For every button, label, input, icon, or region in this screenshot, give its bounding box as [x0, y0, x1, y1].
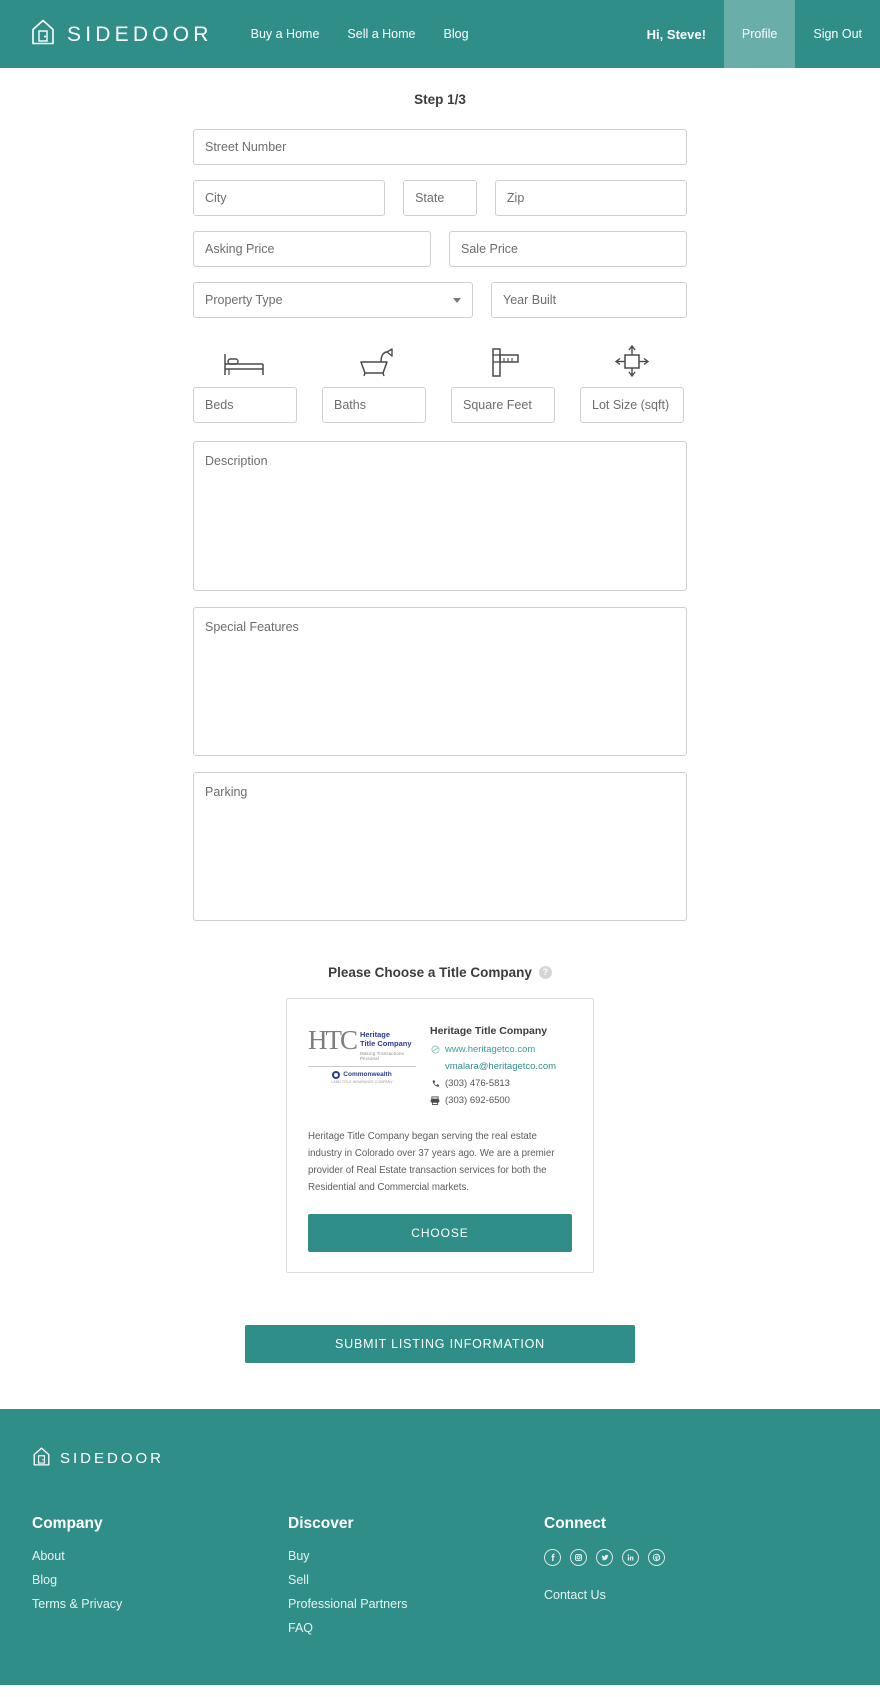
htc-wordmark: [360, 1027, 416, 1061]
house-logo-icon: [30, 17, 56, 52]
email-spacer-icon: [430, 1062, 440, 1072]
state-placeholder: State: [415, 191, 445, 205]
title-company-website[interactable]: www.heritagetco.com: [445, 1044, 536, 1055]
nav-link-profile[interactable]: Profile: [724, 0, 795, 68]
footer-brand-name: SIDEDOOR: [60, 1450, 165, 1468]
description-textarea[interactable]: [193, 441, 687, 591]
footer-column-company: [32, 1515, 288, 1645]
baths-placeholder: Baths: [334, 398, 366, 412]
commonwealth-partner-logo: [308, 1071, 416, 1079]
beds-placeholder: Beds: [205, 398, 234, 412]
title-company-name: Heritage Title Company: [430, 1025, 548, 1037]
street-row: [193, 129, 687, 165]
site-footer: [0, 1409, 880, 1685]
description-placeholder: Description: [205, 454, 268, 468]
property-metrics-row: [193, 340, 687, 423]
htc-line-2: Title Company: [360, 1039, 412, 1049]
asking-price-input[interactable]: [193, 231, 431, 267]
top-navigation-bar: [0, 0, 880, 68]
nav-left-group: [0, 0, 483, 68]
brand-name: SIDEDOOR: [67, 22, 213, 46]
commonwealth-mark-icon: [332, 1071, 340, 1079]
nav-links: [237, 27, 483, 41]
square-feet-input[interactable]: [451, 387, 555, 423]
special-features-placeholder: Special Features: [205, 620, 299, 634]
footer-brand[interactable]: [0, 1445, 880, 1473]
zip-placeholder: Zip: [506, 191, 525, 205]
twitter-icon[interactable]: [596, 1549, 613, 1566]
footer-link-contact-us[interactable]: Contact Us: [544, 1587, 606, 1602]
heritage-title-logo: [308, 1021, 416, 1112]
ruler-icon: [480, 340, 526, 378]
street-number-input[interactable]: [193, 129, 687, 165]
htc-tagline: Making Transactions Personal: [360, 1050, 405, 1061]
social-links: [544, 1549, 800, 1566]
footer-link-faq[interactable]: FAQ: [288, 1620, 314, 1635]
city-state-zip-row: [193, 180, 687, 216]
title-company-fax-row: [430, 1095, 572, 1106]
globe-icon: [430, 1045, 440, 1055]
title-company-email[interactable]: vmalara@heritagetco.com: [445, 1061, 557, 1072]
metric-beds: [193, 340, 297, 423]
listing-form: [193, 129, 687, 921]
htc-line-1: Heritage: [360, 1030, 391, 1039]
footer-link-buy[interactable]: Buy: [288, 1548, 310, 1563]
price-row: [193, 231, 687, 267]
property-type-select[interactable]: [193, 282, 473, 318]
footer-columns: [0, 1515, 880, 1645]
nav-right-group: [637, 0, 880, 68]
nav-link-sell-a-home[interactable]: Sell a Home: [347, 27, 416, 41]
nav-link-buy-a-home[interactable]: Buy a Home: [250, 27, 320, 41]
parking-textarea[interactable]: [193, 772, 687, 921]
user-greeting: Hi, Steve!: [646, 26, 706, 42]
zip-input[interactable]: [495, 180, 687, 216]
nav-link-sign-out[interactable]: Sign Out: [813, 27, 862, 41]
expand-arrows-icon: [609, 340, 655, 378]
sale-price-placeholder: Sale Price: [461, 242, 518, 256]
submit-section: [0, 1325, 880, 1363]
commonwealth-subtitle: LAND TITLE INSURANCE COMPANY: [331, 1079, 393, 1084]
title-company-website-row[interactable]: [430, 1044, 572, 1055]
title-company-info: [430, 1021, 572, 1112]
logo-divider: [308, 1066, 416, 1067]
brand-logo[interactable]: [30, 17, 213, 52]
instagram-icon[interactable]: [570, 1549, 587, 1566]
step-indicator: Step 1/3: [414, 92, 466, 107]
submit-listing-button[interactable]: SUBMIT LISTING INFORMATION: [245, 1325, 635, 1363]
htc-monogram: HTC: [308, 1025, 356, 1055]
lot-size-placeholder: Lot Size (sqft): [592, 398, 670, 412]
htc-logo-row: [308, 1027, 416, 1061]
footer-link-sell[interactable]: Sell: [288, 1572, 309, 1587]
title-company-heading-text: Please Choose a Title Company: [328, 965, 532, 980]
footer-link-professional-partners[interactable]: Professional Partners: [288, 1596, 408, 1611]
title-company-top: [308, 1021, 572, 1112]
footer-column-discover: [288, 1515, 544, 1645]
linkedin-icon[interactable]: [622, 1549, 639, 1566]
footer-link-about[interactable]: About: [32, 1548, 65, 1563]
sale-price-input[interactable]: [449, 231, 687, 267]
help-circle-icon[interactable]: ?: [539, 966, 552, 979]
city-placeholder: City: [205, 191, 227, 205]
footer-column-connect: [544, 1515, 800, 1645]
square-feet-placeholder: Square Feet: [463, 398, 532, 412]
city-input[interactable]: [193, 180, 385, 216]
street-number-placeholder: Street Number: [205, 140, 287, 154]
bed-icon: [222, 340, 268, 378]
metric-baths: [322, 340, 426, 423]
listing-form-page: [0, 68, 880, 1409]
choose-title-company-button[interactable]: CHOOSE: [308, 1214, 572, 1252]
title-company-heading: [0, 965, 880, 980]
title-company-phone-row: [430, 1078, 572, 1089]
house-logo-icon: [32, 1445, 51, 1473]
chevron-down-icon: [453, 298, 461, 303]
title-company-card: [286, 998, 594, 1273]
title-company-description: Heritage Title Company began serving the real estate industry in Colorado over 37 years ago. We are a premier provider of Real Estate transaction services for both the Residential and Commercial markets.: [308, 1131, 555, 1193]
title-company-email-row[interactable]: [430, 1061, 572, 1072]
parking-placeholder: Parking: [205, 785, 248, 799]
phone-icon: [430, 1079, 440, 1089]
baths-input[interactable]: [322, 387, 426, 423]
fax-icon: [430, 1096, 440, 1106]
footer-heading-connect: Connect: [544, 1514, 606, 1532]
pinterest-icon[interactable]: [648, 1549, 665, 1566]
lot-size-input[interactable]: [580, 387, 684, 423]
year-built-placeholder: Year Built: [503, 293, 557, 307]
title-company-fax: (303) 692-6500: [445, 1095, 510, 1106]
title-company-phone: (303) 476-5813: [445, 1078, 510, 1089]
bathtub-icon: [351, 340, 397, 378]
facebook-icon[interactable]: [544, 1549, 561, 1566]
footer-heading-company: Company: [32, 1514, 103, 1532]
footer-link-blog[interactable]: Blog: [32, 1572, 58, 1587]
nav-link-blog[interactable]: Blog: [443, 27, 469, 41]
footer-heading-discover: Discover: [288, 1514, 354, 1532]
beds-input[interactable]: [193, 387, 297, 423]
year-built-input[interactable]: [491, 282, 687, 318]
metric-square-feet: [451, 340, 555, 423]
metric-lot-size: [580, 340, 684, 423]
type-year-row: [193, 282, 687, 318]
state-input[interactable]: [403, 180, 477, 216]
commonwealth-name: Commonwealth: [343, 1071, 392, 1079]
property-type-placeholder: Property Type: [205, 293, 283, 307]
footer-link-terms-privacy[interactable]: Terms & Privacy: [32, 1596, 123, 1611]
special-features-textarea[interactable]: [193, 607, 687, 756]
asking-price-placeholder: Asking Price: [205, 242, 275, 256]
